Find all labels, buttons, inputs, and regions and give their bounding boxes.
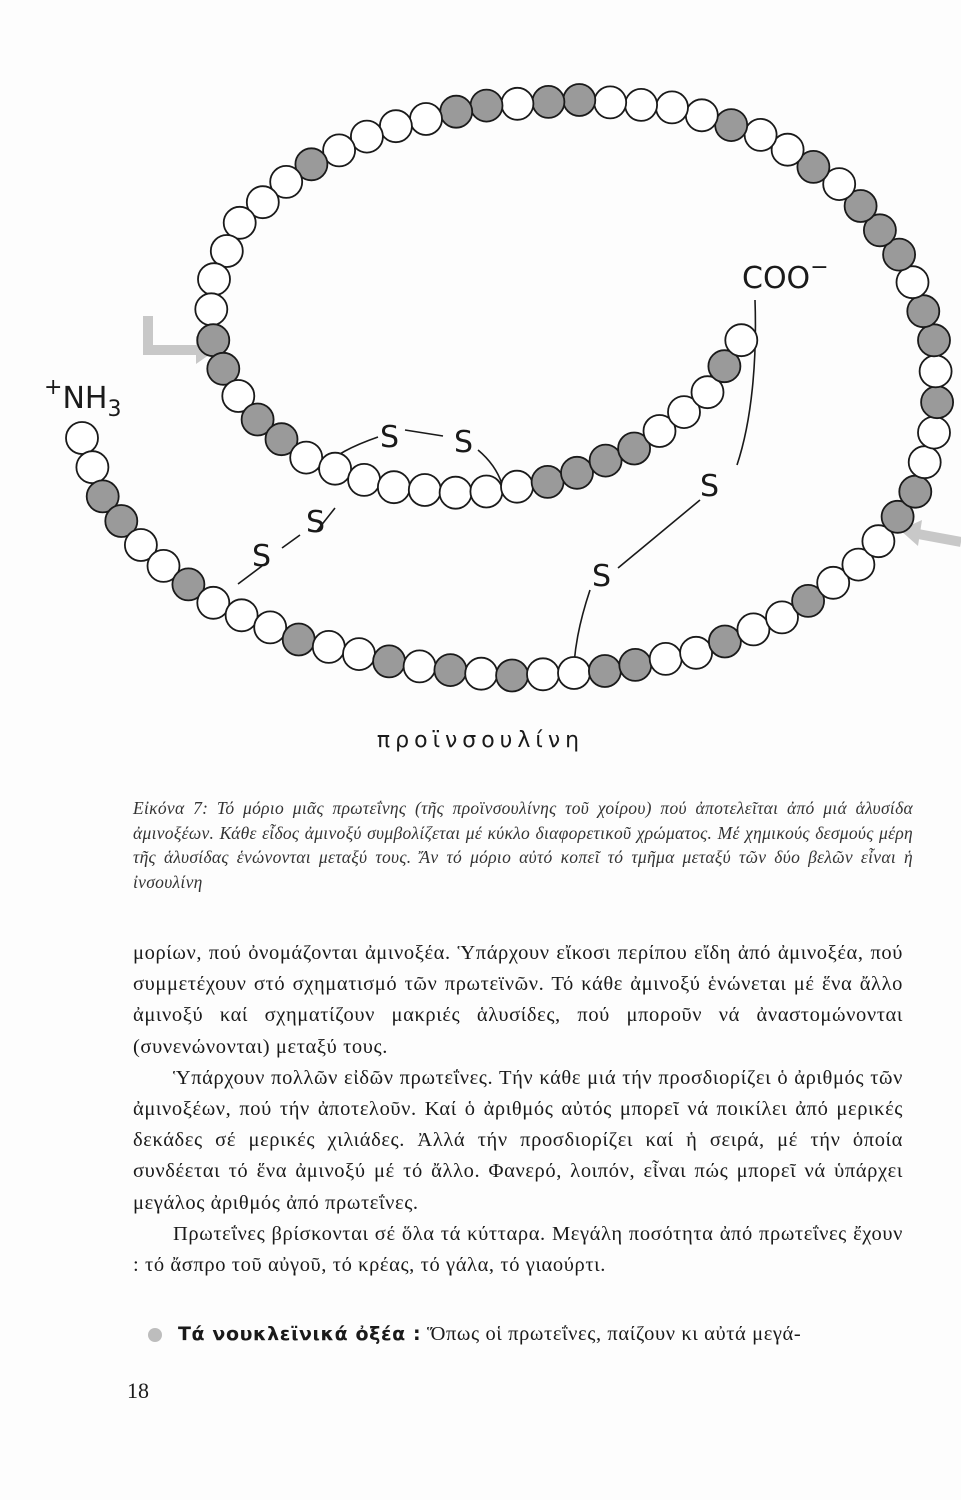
nh3-subscript: 3	[107, 397, 122, 422]
nh3-charge: +	[44, 375, 63, 400]
figure-caption: Εἰκόνα 7: Τό μόριο μιᾶς πρωτεΐνης (τῆς προϊνσουλίνης τοῦ χοίρου) πού ἀποτελεῖται ἀπό μιά ἁλυσίδα ἀμινοξέων. Κάθε εἶδος ἀμινοξύ συμβολίζεται μέ κύκλο διαφορετικοῦ χρώματος. Μέ χημικούς δεσμούς μέρη τῆς ἁλυσίδας ἑνώνονται μεταξύ τους. Ἄν τό μόριο αὐτό κοπεῖ τό τμῆμα μεταξύ τῶν δύο βελῶν εἶναι ἡ ἰνσουλίνη	[133, 798, 913, 892]
amino-acid-bead	[283, 624, 315, 656]
amino-acid-bead	[211, 235, 243, 267]
amino-acid-bead	[348, 464, 380, 496]
sulfur-label: S	[380, 420, 400, 455]
sulfur-label: S	[700, 469, 720, 504]
amino-acid-bead	[563, 84, 595, 116]
amino-acid-bead	[313, 631, 345, 663]
right-arrow	[918, 534, 961, 542]
amino-acid-bead	[909, 446, 941, 478]
sulfur-label: S	[252, 539, 272, 574]
amino-acid-bead	[715, 109, 747, 141]
amino-acid-bead	[527, 658, 559, 690]
paragraph: μορίων, πού ὀνομάζονται ἀμινοξέα. Ὑπάρχουν εἴκοσι περίπου εἴδη ἀπό ἀμινοξέα, πού συμμετέχουν στό σχηματισμό τῶν πρωτεϊνῶν. Τό κάθε ἀμινοξύ ἑνώνεται μέ ἕνα ἄλλο ἀμινοξύ καί σχηματίζουν μακριές ἁλυσίδες, πού μποροῦν νά ἀναστομώνονται (συνενώνονται) μεταξύ τους.	[133, 942, 903, 1058]
amino-acid-bead	[470, 476, 502, 508]
sulfur-label: S	[592, 559, 612, 594]
amino-acid-bead	[619, 649, 651, 681]
amino-acid-bead	[745, 119, 777, 151]
amino-acid-bead	[409, 474, 441, 506]
amino-acid-bead	[680, 637, 712, 669]
amino-acid-bead	[907, 295, 939, 327]
amino-acid-bead	[319, 453, 351, 485]
amino-terminus-label	[44, 375, 121, 422]
amino-acid-bead	[899, 476, 931, 508]
amino-acid-bead	[532, 86, 564, 118]
left-arrow	[148, 316, 200, 350]
amino-acid-bead	[197, 587, 229, 619]
amino-acid-bead	[195, 293, 227, 325]
amino-acid-bead	[921, 386, 953, 418]
amino-acid-bead	[501, 471, 533, 503]
amino-acid-bead	[656, 91, 688, 123]
coo-charge: −	[810, 255, 829, 280]
amino-acid-bead	[224, 207, 256, 239]
section-text: Ὅπως οἱ πρωτεΐνες, παίζουν κι αὐτά μεγά-	[426, 1323, 802, 1345]
amino-acid-bead	[561, 457, 593, 489]
amino-acid-bead	[590, 445, 622, 477]
bullet-icon	[148, 1328, 162, 1342]
amino-acid-bead	[725, 324, 757, 356]
amino-acid-bead	[290, 442, 322, 474]
amino-acid-bead	[66, 422, 98, 454]
amino-acid-bead	[650, 643, 682, 675]
amino-acid-chain	[66, 84, 953, 692]
amino-acid-bead	[496, 660, 528, 692]
amino-acid-bead	[378, 471, 410, 503]
amino-acid-bead	[404, 650, 436, 682]
figure-title: προϊνσουλίνη	[376, 728, 585, 753]
amino-acid-bead	[197, 324, 229, 356]
amino-acid-bead	[918, 324, 950, 356]
amino-acid-bead	[343, 638, 375, 670]
sulfur-label: S	[454, 425, 474, 460]
amino-acid-bead	[440, 96, 472, 128]
amino-acid-bead	[594, 86, 626, 118]
amino-acid-bead	[380, 110, 412, 142]
amino-acid-bead	[198, 263, 230, 295]
amino-acid-bead	[709, 626, 741, 658]
amino-acid-bead	[76, 451, 108, 483]
amino-acid-bead	[434, 654, 466, 686]
amino-acid-bead	[471, 90, 503, 122]
page-number: 18	[127, 1378, 149, 1403]
section-intro	[148, 1323, 908, 1346]
amino-acid-bead	[532, 466, 564, 498]
amino-acid-bead	[501, 88, 533, 120]
amino-acid-bead	[465, 658, 497, 690]
amino-acid-bead	[918, 417, 950, 449]
amino-acid-bead	[440, 477, 472, 509]
amino-acid-bead	[373, 645, 405, 677]
amino-acid-bead	[589, 655, 621, 687]
amino-acid-bead	[920, 355, 952, 387]
proinsulin-diagram	[0, 0, 961, 720]
carboxyl-terminus-label	[742, 255, 829, 296]
amino-acid-bead	[254, 611, 286, 643]
coo-text: COO	[742, 261, 811, 296]
amino-acid-bead	[226, 599, 258, 631]
amino-acid-bead	[737, 613, 769, 645]
amino-acid-bead	[625, 89, 657, 121]
paragraph: Πρωτεΐνες βρίσκονται σέ ὅλα τά κύτταρα. Μεγάλη ποσότητα ἀπό πρωτεΐνες ἔχουν : τό ἄσπρο τοῦ αὐγοῦ, τό κρέας, τό γάλα, τό γιαούρτι.	[133, 1222, 903, 1277]
paragraph: Ὑπάρχουν πολλῶν εἰδῶν πρωτεΐνες. Τήν κάθε μιά τήν προσδιορίζει ὁ ἀριθμός τῶν ἀμινοξέων, πού τήν ἀποτελοῦν. Καί ὁ ἀριθμός αὐτός μπορεῖ νά ποικίλει ἀπό μερικές δεκάδες σέ μερικές χιλιάδες. Ἀλλά τήν προσδιορίζει καί ἡ σειρά, μέ τήν ὁποία συνδέεται τό ἕνα ἀμινοξύ μέ τό ἄλλο. Φανερό, λοιπόν, εἶναι πώς μπορεῖ νά ὑπάρχει μεγάλος ἀριθμός ἀπό πρωτεΐνες.	[133, 1066, 903, 1214]
amino-acid-bead	[686, 99, 718, 131]
amino-acid-bead	[558, 657, 590, 689]
amino-acid-bead	[410, 103, 442, 135]
section-heading: Τά νουκλεϊνικά ὀξέα :	[178, 1323, 422, 1345]
nh3-text: NH	[62, 381, 108, 416]
sulfur-label: S	[306, 505, 326, 540]
body-text	[133, 938, 903, 1281]
